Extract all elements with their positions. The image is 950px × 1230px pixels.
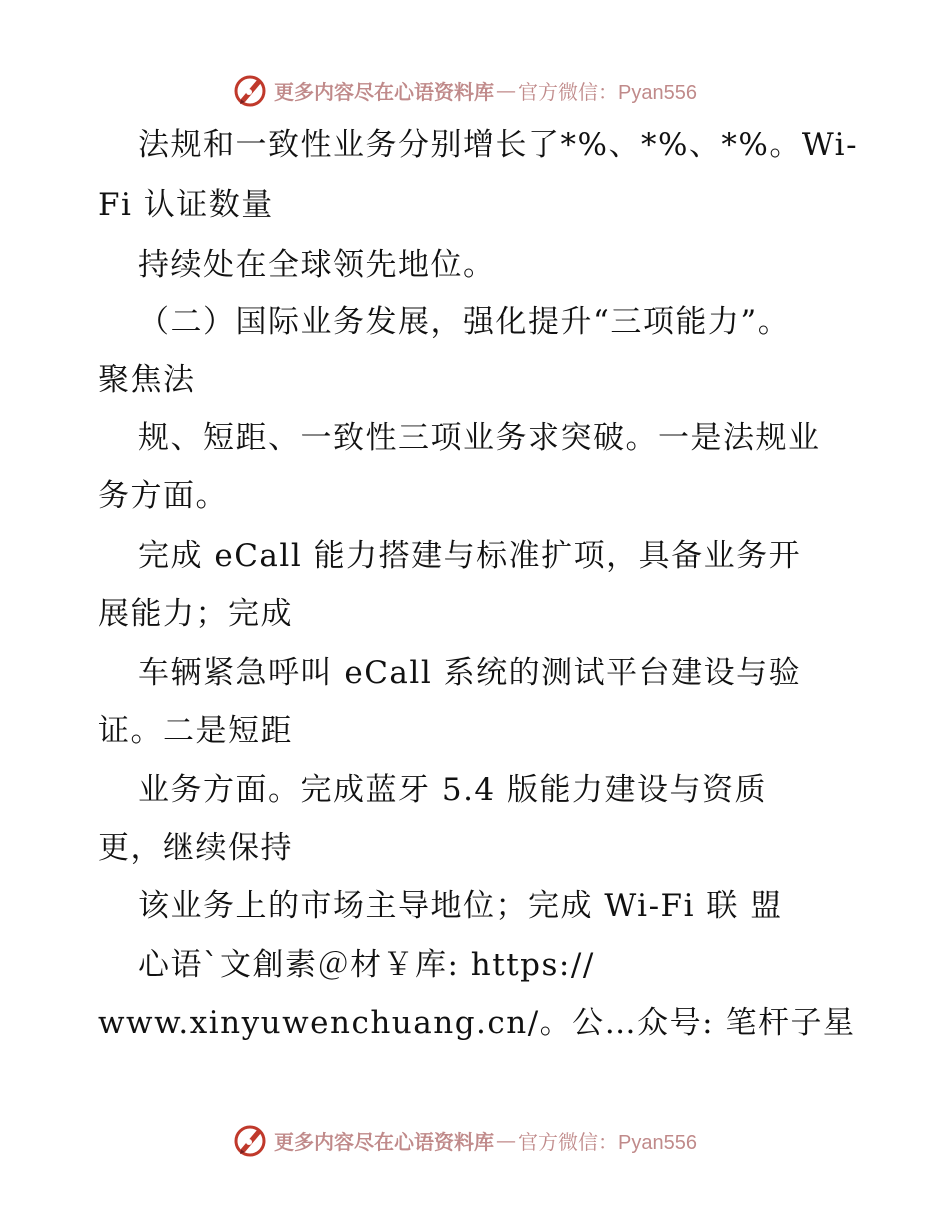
pen-logo-icon [232,1122,268,1158]
footer-banner-dash: — [496,1128,516,1152]
body-line-16: www.xinyuwenchuang.cn/。公…众号: 笔杆子星 [98,1005,856,1041]
body-line-12: 业务方面。完成蓝牙 5.4 版能力建设与资质 [138,772,768,808]
header-watermark-banner [0,70,950,110]
header-banner-dash: — [496,78,516,102]
body-line-9: 展能力；完成 [98,596,293,632]
pen-logo-icon [232,72,268,108]
body-line-3: 持续处在全球领先地位。 [138,247,496,283]
footer-banner-account: 官方微信：Pyan556 [518,1131,697,1154]
body-line-11: 证。二是短距 [98,713,293,749]
header-banner-account: 官方微信：Pyan556 [518,81,697,104]
body-line-10: 车辆紧急呼叫 eCall 系统的测试平台建设与验 [138,655,802,691]
body-line-1: 法规和一致性业务分别增长了*%、*%、*%。Wi- [138,127,859,163]
body-line-13: 更，继续保持 [98,830,293,866]
body-line-5: 聚焦法 [98,362,196,398]
body-line-8: 完成 eCall 能力搭建与标准扩项，具备业务开 [138,538,802,574]
footer-watermark-banner [0,1120,950,1160]
body-line-4: （二）国际业务发展，强化提升“三项能力”。 [138,304,791,340]
footer-banner-text: 更多内容尽在心语资料库 [274,1129,494,1154]
body-line-14: 该业务上的市场主导地位；完成 Wi-Fi 联 盟 [138,888,783,924]
body-line-7: 务方面。 [98,478,228,514]
body-line-2: Fi 认证数量 [98,187,274,223]
header-banner-text: 更多内容尽在心语资料库 [274,79,494,104]
body-line-6: 规、短距、一致性三项业务求突破。一是法规业 [138,420,821,456]
body-line-15: 心语`文創素＠材￥库: https:// [138,947,595,983]
